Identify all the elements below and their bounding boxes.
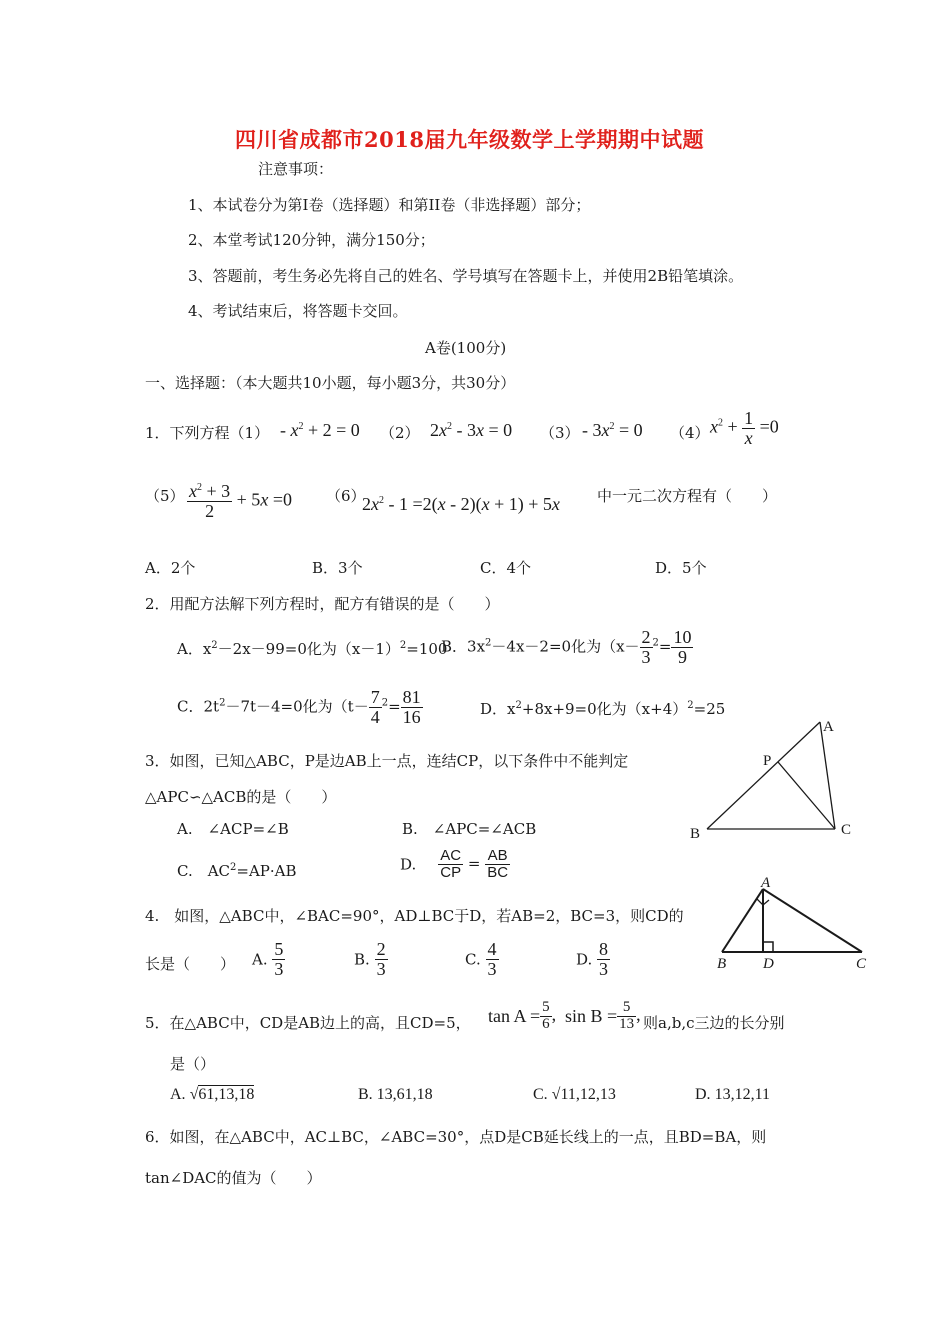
q4-label-c: C xyxy=(856,956,867,972)
q5-option-d: D. 13,12,11 xyxy=(695,1086,770,1103)
section-a-heading: A卷(100分) xyxy=(425,339,507,357)
q5-stem-tail: 则a,b,c三边的长分别 xyxy=(643,1014,785,1032)
q1-option-c: C．4个 xyxy=(480,559,532,577)
q2-option-a: A．$x^2-2x-99=0$化为$(x-1)^2=100$ xyxy=(177,640,448,658)
q5-option-b: B. 13,61,18 xyxy=(358,1086,433,1103)
page-title: 四川省成都市2018届九年级数学上学期期中试题 xyxy=(235,127,704,152)
q3-stem-line1: 3．如图，已知△ABC，P是边AB上一点，连结CP，以下条件中不能判定 xyxy=(145,752,629,770)
q4-option-c: C. $\frac{4}{3}$ xyxy=(465,939,497,979)
q1-eq6: $2x^2 - 1 =2(x - 2)(x + 1) + 5x$ xyxy=(362,494,560,514)
q5-option-a: A. √61,13,18 xyxy=(170,1086,255,1103)
q3-option-c: C. $AC^2=AP\cdot AB$ xyxy=(177,862,297,880)
q5-stem-line2: 是（） xyxy=(170,1055,216,1073)
q3-stem-line2: △APC∽△ACB的是（ ） xyxy=(145,788,337,806)
q3-option-b: B. ∠APC=∠ACB xyxy=(402,820,537,838)
q2-option-b: B．$3x^2-4x-2=0$化为（x－ $\frac{2}{3}$ $^2$= $\frac{10}{9}$ xyxy=(441,627,692,667)
q4-triangle-figure xyxy=(712,872,877,974)
q1-option-a: A．2个 xyxy=(145,559,196,577)
notice-heading: 注意事项： xyxy=(258,160,334,178)
notice-item-1: 1、本试卷分为第I卷（选择题）和第II卷（非选择题）部分； xyxy=(188,196,591,214)
q1-eq4: $x^2$ + $\frac{1}{x}$ =0 xyxy=(710,408,779,448)
q3-label-c: C xyxy=(841,822,852,838)
q1-option-b: B．3个 xyxy=(312,559,363,577)
q4-option-a: A. $\frac{5}{3}$ xyxy=(252,939,284,979)
q4-stem-line2: 长是（ ） xyxy=(145,955,236,973)
q3-option-d: D. $\frac{AC}{CP}$ = $\frac{AB}{BC}$ xyxy=(400,847,509,881)
q6-stem-line1: 6．如图，在△ABC中，AC⊥BC，∠ABC=30°，点D是CB延长线上的一点，且BD=BA，则 xyxy=(145,1128,767,1146)
q1-eq5: $\frac{x^2 + 3}{2}$ + 5x =0 xyxy=(189,481,292,521)
q6-stem-line2: tan∠DAC的值为（ ） xyxy=(145,1169,322,1187)
q1-option-d: D．5个 xyxy=(655,559,707,577)
q3-label-b: B xyxy=(690,826,701,842)
q1-eq1: - $x^2 + 2 = 0$ xyxy=(280,420,360,440)
q4-label-b: B xyxy=(717,956,727,972)
notice-item-4: 4、考试结束后，将答题卡交回。 xyxy=(188,302,408,320)
q3-option-a: A. ∠ACP=∠B xyxy=(177,820,289,838)
notice-item-2: 2、本堂考试120分钟，满分150分； xyxy=(188,231,435,249)
q1-label4: （4） xyxy=(670,424,710,442)
q1-eq2: $2x^2 - 3x = 0$ xyxy=(430,420,513,440)
q1-eq3: - $3x^2 = 0$ xyxy=(582,420,643,440)
q2-option-d: D．$x^2+8x+9=0$化为$(x+4)^2=25$ xyxy=(480,700,726,718)
q4-stem-line1: 4. 如图，△ABC中，∠BAC=90°，AD⊥BC于D，若AB=2，BC=3，则CD的 xyxy=(145,907,684,925)
q2-stem: 2．用配方法解下列方程时，配方有错误的是（ ） xyxy=(145,595,500,613)
part1-heading: 一、选择题：（本大题共10小题，每小题3分，共30分） xyxy=(145,374,516,392)
q1-tail: 中一元二次方程有（ ） xyxy=(597,487,778,505)
q1-label2: （2） xyxy=(380,424,420,442)
notice-item-3: 3、答题前，考生务必先将自己的姓名、学号填写在答题卡上，并使用2B铅笔填涂。 xyxy=(188,267,744,285)
q4-label-d: D xyxy=(763,956,774,972)
q1-label3: （3） xyxy=(540,424,580,442)
q5-stem-line1: 5．在△ABC中，CD是AB边上的高，且CD=5， xyxy=(145,1014,471,1032)
q1-stem: 1．下列方程（1） xyxy=(145,424,270,442)
q4-option-d: D. $\frac{8}{3}$ xyxy=(576,939,609,979)
q5-tan-expression: tan A = $\frac{5}{6}$ , xyxy=(488,999,557,1032)
q1-label6: （6） xyxy=(326,487,366,505)
q3-label-a: A xyxy=(823,719,834,735)
q4-option-b: B. $\frac{2}{3}$ xyxy=(354,939,386,979)
q4-label-a: A xyxy=(761,875,771,891)
q3-label-p: P xyxy=(763,753,772,769)
q5-option-c: C. √11,12,13 xyxy=(533,1086,616,1103)
q5-sin-expression: sin B = $\frac{5}{13}$ , xyxy=(565,999,641,1032)
q1-label5: （5） xyxy=(145,487,185,505)
q3-triangle-figure xyxy=(685,712,865,842)
q2-option-c: C．$2t^2-7t-4=0$化为（t－ $\frac{7}{4}$ $^2$= $\frac{81}{16}$ xyxy=(177,687,421,727)
